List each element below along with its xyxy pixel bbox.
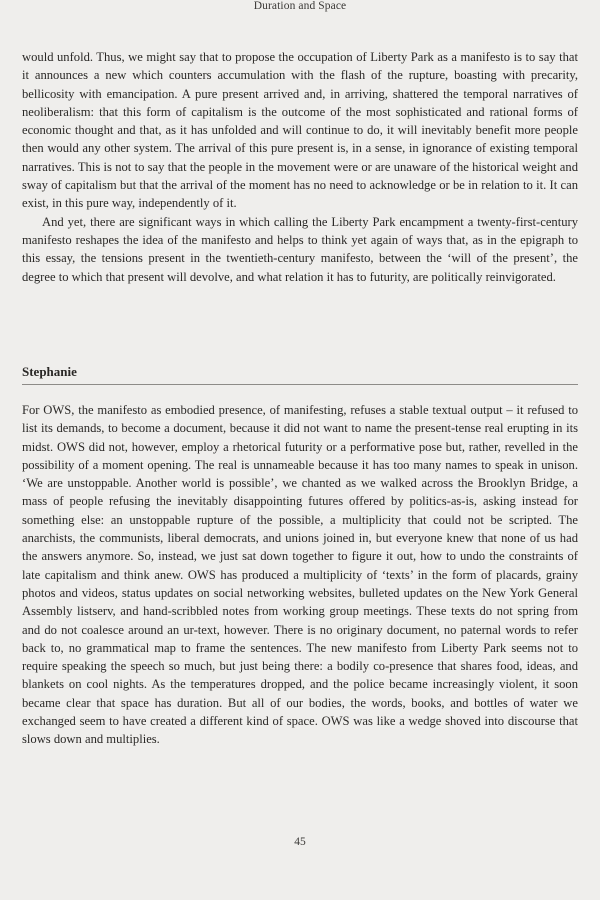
section-heading: Stephanie [22, 364, 77, 379]
heading-divider [22, 384, 578, 385]
paragraph: would unfold. Thus, we might say that to propose the occupation of Liberty Park as a manifesto is to say that it announces a new which counters accumulation with the flash of the rupture, boasting with precarity, bellicosity with emancipation. A pure present arrived and, in arriving, shattered the temporal narratives of neoliberalism: that this form of capitalism is the outcome of the most sophisticated and rational forms of economic thought and that, as it has unfolded and will continue to do, it will inevitably benefit more people then would any other system. The arrival of this pure present is, in a sense, in ignorance of existing temporal narratives. This is not to say that the people in the movement were or are unaware of the historical weight and sway of capitalism but that the arrival of the moment has no need to acknowledge or be in relation to it. It can exist, in this pure way, independently of it. [22, 50, 578, 211]
body-text-bottom [22, 401, 578, 749]
page-number: 45 [294, 836, 306, 848]
paragraph: For OWS, the manifesto as embodied presence, of manifesting, refuses a stable textual output – it refused to list its demands, to become a document, because it did not want to name the present-tense real erupting in its midst. OWS did not, however, employ a rhetorical futurity or a performative pose but, rather, revelled in the possibility of a moment opening. The real is unnameable because it has too many names to speak in unison. ‘We are unstoppable. Another world is possible’, we chanted as we walked across the Brooklyn Bridge, a mass of people refusing the inevitably disappointing futures offered by politics-as-is, asking instead for something else: an unstoppable rupture of the possible, a multiplicity that could not be scripted. The anarchists, the communists, liberal democrats, and unions joined in, but everyone knew that none of us had the answers anymore. So, instead, we just sat down together to figure it out, how to undo the constraints of late capitalism and think anew. OWS has produced a multiplicity of ‘texts’ in the form of placards, grainy photos and videos, status updates on social networking websites, bulleted updates on the New York General Assembly listserv, and hand-scribbled notes from working group meetings. These texts do not spring from and do not coalesce around an ur-text, however. There is no originary document, no paternal words to refer back to, no grammatical map to frame the sentences. The new manifesto from Liberty Park seems not to require speaking the speech so much, but just being there: a bodily co-presence that shares food, ideas, and blankets on cool nights. As the temperatures dropped, and the police became increasingly violent, it soon became clear that space has duration. But all of our bodies, the words, books, and bottles of water we exchanged seem to have created a different kind of space. OWS was like a wedge shoved into discourse that slows down and multiplies. [22, 403, 578, 747]
body-text-top [22, 48, 578, 286]
running-head: Duration and Space [253, 0, 347, 12]
paragraph: And yet, there are significant ways in which calling the Liberty Park encampment a twenty-first-century manifesto reshapes the idea of the manifesto and helps to think yet again of ways that, as in the epigraph to this essay, the tensions present in the twentieth-century manifesto, between the ‘will of the present’, the degree to which that present will devolve, and what relation it has to futurity, are politically reinvigorated. [22, 214, 578, 284]
